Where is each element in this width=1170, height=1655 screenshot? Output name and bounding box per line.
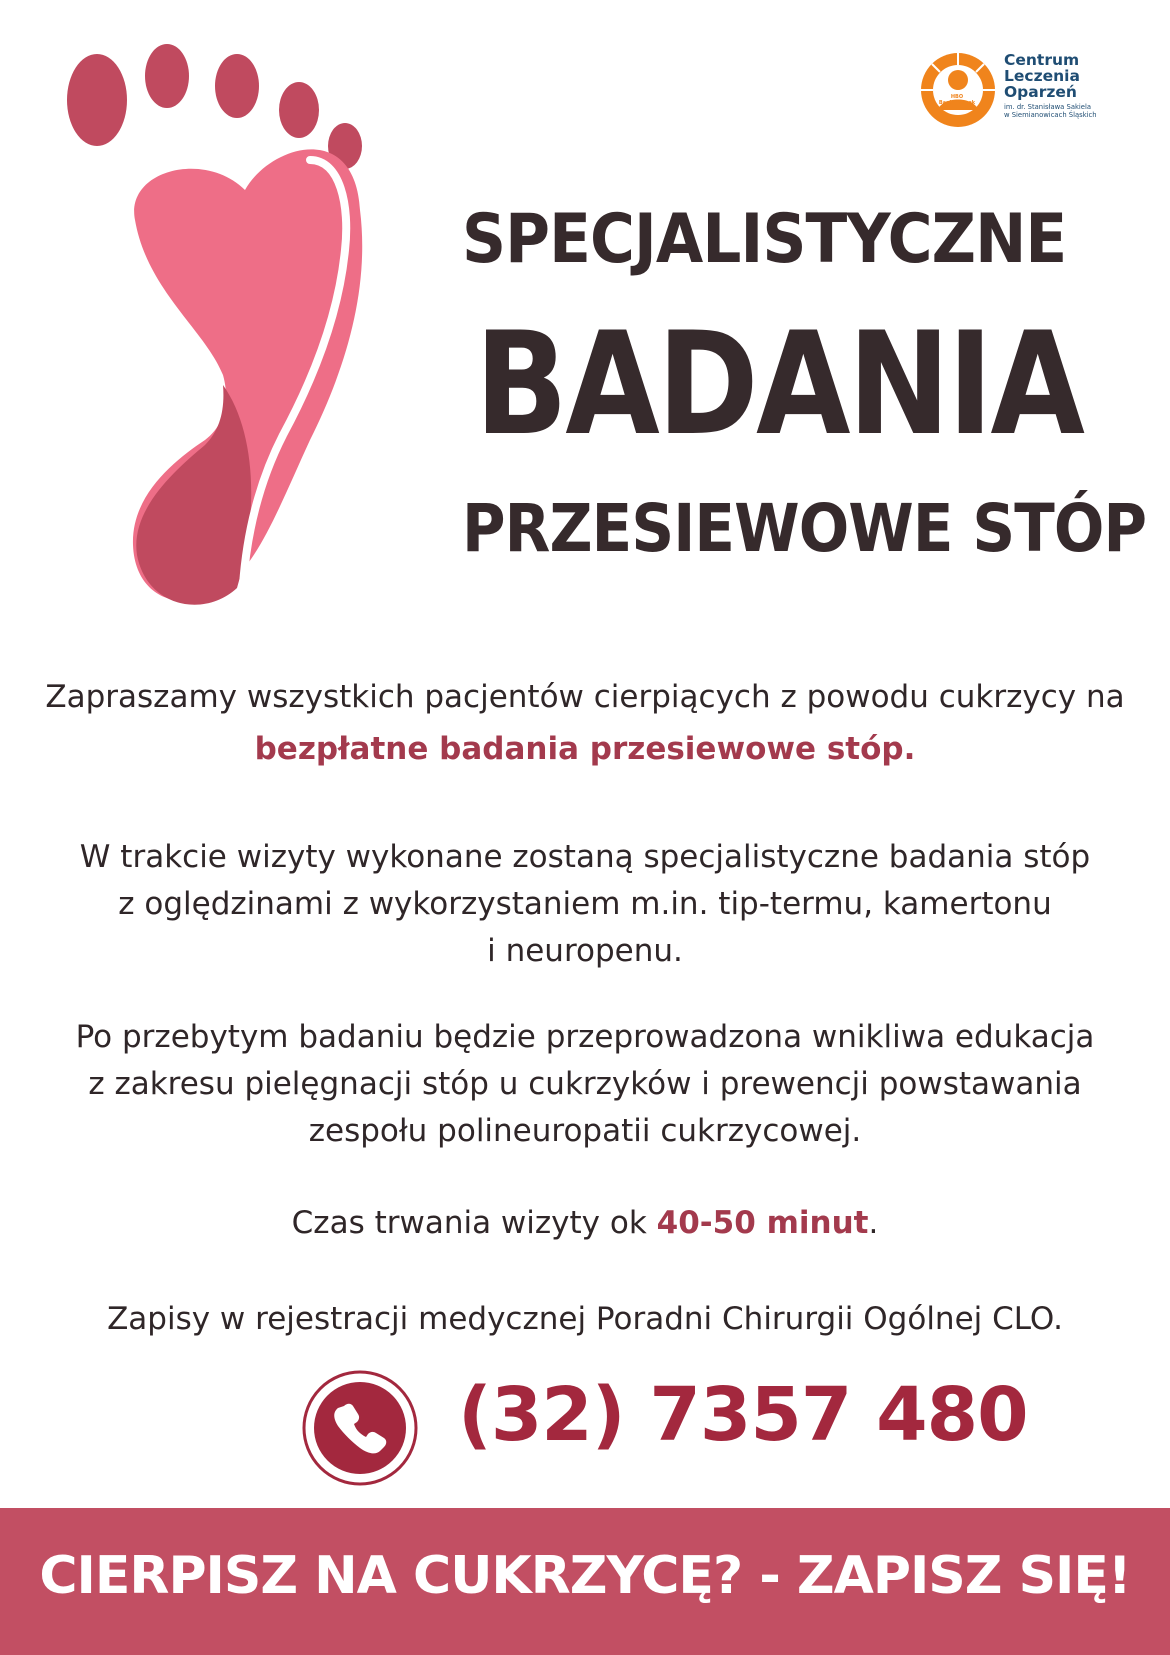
phone-icon[interactable] <box>300 1368 420 1488</box>
foot-illustration <box>55 40 385 625</box>
registration-line <box>0 1296 1170 1343</box>
bottom-banner <box>0 1508 1170 1655</box>
banner-text: CIERPISZ NA CUKRZYCĘ? - ZAPISZ SIĘ! <box>39 1546 1131 1606</box>
visit-paragraph <box>0 834 1170 975</box>
logo-sub-line1: im. dr. Stanisława Sakiela <box>1004 103 1092 111</box>
education-line3: zespołu polineuropatii cukrzycowej. <box>308 1113 862 1149</box>
clo-logo <box>918 50 1108 140</box>
duration-line <box>0 1200 1170 1247</box>
headline-line2: BADANIA <box>474 302 1083 467</box>
toe-big <box>67 54 127 146</box>
logo-name-line2: Leczenia <box>1004 67 1080 85</box>
intro-line1: Zapraszamy wszystkich pacjentów cierpiących z powodu cukrzycy na <box>45 679 1125 715</box>
logo-name-line3: Oparzeń <box>1004 83 1077 101</box>
logo-sub-line2: w Siemianowicach Śląskich <box>1004 111 1097 119</box>
education-line2: z zakresu pielęgnacji stóp u cukrzyków i prewencji powstawania <box>88 1066 1082 1102</box>
phone-contact[interactable] <box>300 1368 1028 1488</box>
toe-3 <box>215 54 259 118</box>
clo-logo-emblem <box>918 50 998 130</box>
visit-line1: W trakcie wizyty wykonane zostaną specjalistyczne badania stóp <box>79 839 1091 875</box>
duration-text <box>292 1205 879 1241</box>
duration-prefix: Czas trwania wizyty ok <box>291 1205 657 1241</box>
visit-line3: i neuropenu. <box>487 933 683 969</box>
education-paragraph <box>0 1014 1170 1155</box>
logo-badge-line2: Bank Tkanek <box>938 100 976 106</box>
logo-name-line1: Centrum <box>1004 51 1080 69</box>
registration-text: Zapisy w rejestracji medycznej Poradni Chirurgii Ogólnej CLO. <box>107 1301 1063 1337</box>
visit-line2: z oględzinami z wykorzystaniem m.in. tip-termu, kamertonu <box>118 886 1052 922</box>
phone-number[interactable]: (32) 7357 480 <box>458 1372 1028 1458</box>
toe-2 <box>145 44 189 108</box>
headline-line3: PRZESIEWOWE STÓP <box>462 490 1147 567</box>
education-line1: Po przebytym badaniu będzie przeprowadzona wnikliwa edukacja <box>75 1019 1095 1055</box>
duration-value: 40-50 minut <box>656 1205 869 1241</box>
headline-line1: SPECJALISTYCZNE <box>462 200 1067 279</box>
toe-4 <box>279 82 319 138</box>
intro-highlight: bezpłatne badania przesiewowe stóp. <box>254 731 916 767</box>
logo-badge-line1: HBO <box>950 94 964 100</box>
intro-paragraph <box>0 674 1170 773</box>
duration-suffix: . <box>868 1205 879 1241</box>
